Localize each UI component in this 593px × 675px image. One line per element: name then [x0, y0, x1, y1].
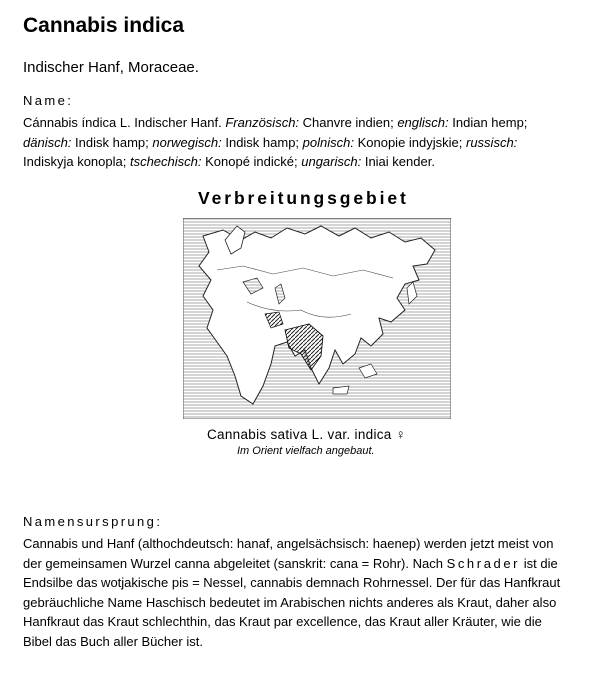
map-caption: Cannabis sativa L. var. indica ♀: [207, 427, 407, 442]
name-paragraph: Cánnabis índica L. Indischer Hanf. Französisch: Chanvre indien; englisch: Indian hemp; dänisch: Indisk hamp; norwegisch: Indisk hamp; polnisch: Konopie indyjskie; russisch: Indiskyja konopla; tschechisch: Konopé indické; ungarisch: Iniai kender.: [23, 115, 528, 169]
map-title: Verbreitungsgebiet: [198, 188, 409, 208]
author-name: Schrader: [446, 555, 521, 571]
distribution-map: [183, 218, 451, 419]
origin-paragraph: Cannabis und Hanf (althochdeutsch: hanaf, angelsächsisch: haenep) werden jetzt meist von der gemeinsamen Wurzel canna abgeleitet (sanskrit: cana = Rohr). Nach Schrader ist die Endsilbe das wotjakische pis = Nessel, cannabis demnach Rohrnessel. Der für das Hanfkraut gebräuchliche Name Haschisch bedeutet im Arabischen nichts anderes als Kraut, daher also Hanfkraut das Kraut schlechthin, das Kraut par excellence, das Kraut aller Kräuter, wie die Bibel das Buch aller Bücher ist.: [23, 536, 561, 649]
page-title: Cannabis indica: [23, 14, 185, 37]
map-caption-note: Im Orient vielfach angebaut.: [237, 445, 375, 457]
page-subtitle: Indischer Hanf, Moraceae.: [23, 59, 199, 76]
origin-section-label: Namensursprung:: [23, 514, 163, 529]
name-section-label: Name:: [23, 93, 74, 108]
